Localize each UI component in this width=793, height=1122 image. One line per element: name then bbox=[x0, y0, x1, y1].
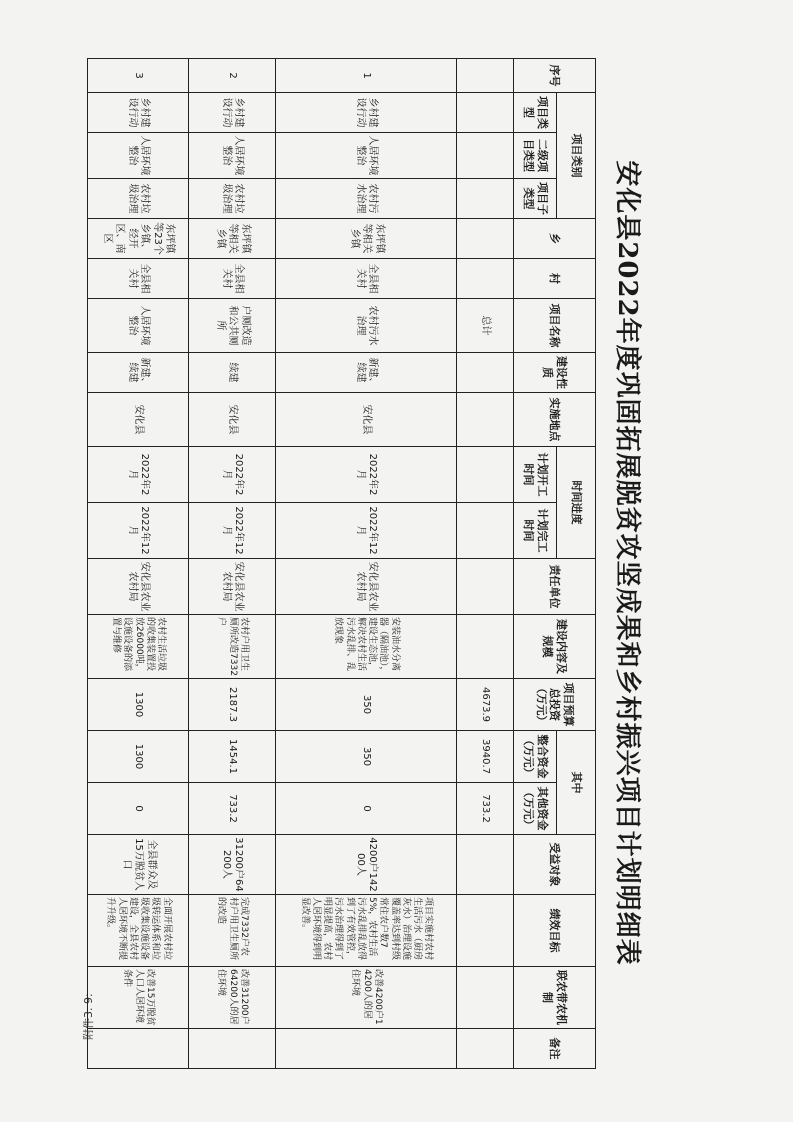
table-row bbox=[189, 59, 276, 1069]
rotated-document bbox=[100, 58, 660, 1068]
cell-project-type: 乡村建设行动 bbox=[189, 93, 276, 133]
header-seq: 序号 bbox=[514, 59, 596, 93]
cell-responsible-unit: 安化县农业农村局 bbox=[88, 559, 189, 615]
header-location: 实施地点 bbox=[514, 393, 596, 447]
total-budget: 4673.9 bbox=[457, 679, 514, 731]
cell-location: 安化县 bbox=[88, 393, 189, 447]
cell-construction-nature: 续建 bbox=[189, 353, 276, 393]
header-of-which: 其中 bbox=[557, 731, 596, 835]
cell-township: 东坪镇等23个乡镇、经开区、南区 bbox=[88, 219, 189, 259]
cell-content-scale: 安装油水分离器（隔油池），建设生态池，解决农村生活污水乱排、乱放现象 bbox=[276, 615, 457, 679]
header-plan-end: 计划完工时间 bbox=[514, 503, 557, 559]
cell-village: 全县相关村 bbox=[276, 259, 457, 299]
cell-village: 全县相关村 bbox=[88, 259, 189, 299]
page-title: 安化县2022年度巩固拓展脱贫攻坚成果和乡村振兴项目计划明细表 bbox=[612, 160, 643, 966]
cell-location: 安化县 bbox=[189, 393, 276, 447]
cell-project-type: 乡村建设行动 bbox=[276, 93, 457, 133]
header-benefit-mechanism: 联农带农机制 bbox=[514, 967, 596, 1029]
cell-sub-type: 农村垃圾治理 bbox=[88, 179, 189, 219]
cell-sub-type: 农村垃圾治理 bbox=[189, 179, 276, 219]
header-budget-total: 项目预算总投资（万元） bbox=[514, 679, 596, 731]
header-integrated-funds: 整合资金（万元） bbox=[514, 731, 557, 783]
cell-beneficiaries: 全县群众及15万脱贫人口 bbox=[88, 835, 189, 895]
header-plan-start: 计划开工时间 bbox=[514, 447, 557, 503]
cell-content-scale: 农村生活垃圾的收集装置投放26000吨，设施设备的添置与维修 bbox=[88, 615, 189, 679]
total-integrated-funds: 3940.7 bbox=[457, 731, 514, 783]
header-schedule: 时间进度 bbox=[557, 447, 596, 559]
header-village: 村 bbox=[514, 259, 596, 299]
cell-project-type: 乡村建设行动 bbox=[88, 93, 189, 133]
cell-beneficiaries: 4200户14200人 bbox=[276, 835, 457, 895]
header-project-category: 项目类别 bbox=[557, 93, 596, 219]
header-responsible-unit: 责任单位 bbox=[514, 559, 596, 615]
cell-secondary-type: 人居环境整治 bbox=[276, 133, 457, 179]
cell-plan-end: 2022年12月 bbox=[276, 503, 457, 559]
cell-construction-nature: 新建、续建 bbox=[88, 353, 189, 393]
cell-plan-end: 2022年12月 bbox=[88, 503, 189, 559]
cell-budget-total: 350 bbox=[276, 679, 457, 731]
cell-remarks bbox=[276, 1029, 457, 1069]
cell-benefit-mechanism: 改善4200户14200人的居住环境 bbox=[276, 967, 457, 1029]
total-row bbox=[457, 59, 514, 1069]
cell-benefit-mechanism: 改善15万脱贫人口人居环境条件 bbox=[88, 967, 189, 1029]
cell-location: 安化县 bbox=[276, 393, 457, 447]
total-label: 总计 bbox=[457, 299, 514, 353]
cell-benefit-mechanism: 改善31200户64200人的居住环境 bbox=[189, 967, 276, 1029]
cell-seq: 2 bbox=[189, 59, 276, 93]
header-performance-goal: 绩效目标 bbox=[514, 895, 596, 967]
cell-other-funds: 733.2 bbox=[189, 783, 276, 835]
cell-village: 全县相关村 bbox=[189, 259, 276, 299]
cell-sub-type: 农村污水治理 bbox=[276, 179, 457, 219]
cell-other-funds: 0 bbox=[88, 783, 189, 835]
cell-performance-goal: 全面开展农村垃圾转运体系和垃圾收集设施设备建设，全县农村人居环境不断提升升级。 bbox=[88, 895, 189, 967]
header-construction-nature: 建设性质 bbox=[514, 353, 596, 393]
cell-performance-goal: 完成7332户农村户用卫生厕所的改造 bbox=[189, 895, 276, 967]
cell-plan-start: 2022年2月 bbox=[88, 447, 189, 503]
cell-township: 东坪镇等相关乡镇 bbox=[276, 219, 457, 259]
cell-content-scale: 农村户用卫生厕所改造7332户 bbox=[189, 615, 276, 679]
header-sub-type: 项目子类型 bbox=[514, 179, 557, 219]
header-other-funds: 其他资金（万元） bbox=[514, 783, 557, 835]
cell-beneficiaries: 31200户64200人 bbox=[189, 835, 276, 895]
project-plan-table bbox=[87, 58, 596, 1069]
header-township: 乡 bbox=[514, 219, 596, 259]
cell-township: 东坪镇等相关乡镇 bbox=[189, 219, 276, 259]
cell-budget-total: 2187.3 bbox=[189, 679, 276, 731]
cell-budget-total: 1300 bbox=[88, 679, 189, 731]
cell-integrated-funds: 350 bbox=[276, 731, 457, 783]
cell-seq: 3 bbox=[88, 59, 189, 93]
cell-integrated-funds: 1300 bbox=[88, 731, 189, 783]
cell-secondary-type: 人居环境整治 bbox=[88, 133, 189, 179]
cell-remarks bbox=[189, 1029, 276, 1069]
attachment-label: 附件3. 9: bbox=[82, 993, 95, 1040]
header-beneficiaries: 受益对象 bbox=[514, 835, 596, 895]
cell-remarks bbox=[88, 1029, 189, 1069]
cell-performance-goal: 项目实施村农村生活污水（厨房灰水）治理设施覆盖率达到村级常住农户数75%，农村生活污水乱排乱放得到了有效管控，污水治理得到了明显提高，农村人居环境得到明显改善。 bbox=[276, 895, 457, 967]
cell-project-name: 农村污水治理 bbox=[276, 299, 457, 353]
cell-plan-start: 2022年2月 bbox=[276, 447, 457, 503]
header-project-name: 项目名称 bbox=[514, 299, 596, 353]
header-secondary-type: 二级项目类型 bbox=[514, 133, 557, 179]
table-row bbox=[276, 59, 457, 1069]
cell-integrated-funds: 1454.1 bbox=[189, 731, 276, 783]
cell-plan-end: 2022年12月 bbox=[189, 503, 276, 559]
cell-secondary-type: 人居环境整治 bbox=[189, 133, 276, 179]
header-remarks: 备注 bbox=[514, 1029, 596, 1069]
cell-responsible-unit: 安化县农业农村局 bbox=[276, 559, 457, 615]
cell-responsible-unit: 安化县农业农村局 bbox=[189, 559, 276, 615]
cell-seq: 1 bbox=[276, 59, 457, 93]
cell-plan-start: 2022年2月 bbox=[189, 447, 276, 503]
cell-project-name: 人居环境整治 bbox=[88, 299, 189, 353]
cell-project-name: 户厕改造和公共厕所 bbox=[189, 299, 276, 353]
table-row bbox=[88, 59, 189, 1069]
cell-construction-nature: 新建、续建 bbox=[276, 353, 457, 393]
cell-other-funds: 0 bbox=[276, 783, 457, 835]
total-other-funds: 733.2 bbox=[457, 783, 514, 835]
header-content-scale: 建设内容及规模 bbox=[514, 615, 596, 679]
header-project-type: 项目类型 bbox=[514, 93, 557, 133]
